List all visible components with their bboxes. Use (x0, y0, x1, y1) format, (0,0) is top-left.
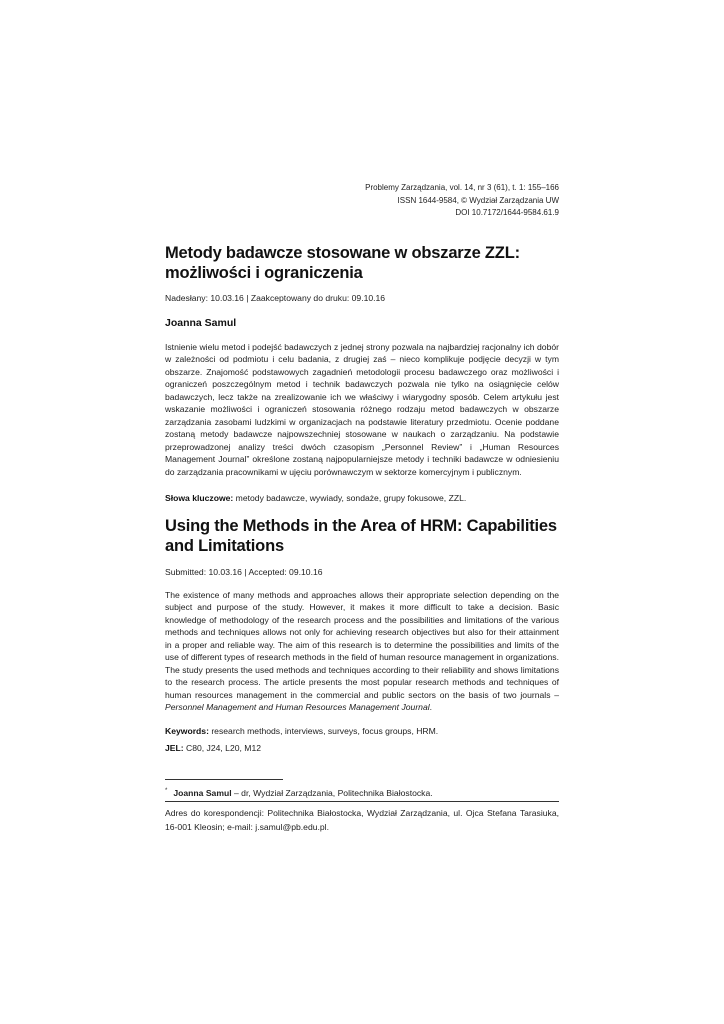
pl-title-line2: możliwości i ograniczenia (165, 263, 363, 282)
pl-abstract-text: Istnienie wielu metod i podejść badawczych z jednej strony pozwala na najbardziej racjonalny ich dobór w zależności od podmiotu i celu badania, z drugiej zaś – nieco komplikuje podjęcie decyzji w tym obszarze. Znajomość podstawowych zagadnień metodologii procesu badawczego oraz możliwości i ograniczeń poszczególnym metod i technik badawczych pozwala nie tylko na osiągnięcie celów badawczych, lecz także na zrealizowanie ich we właściwy i wiarygodny sposób. Celem artykułu jest wskazanie możliwości i ograniczeń stosowania różnego rodzaju metod badawczych w obszarze zarządzania zasobami ludzkimi w organizacjach na podstawie literatury przedmiotu. Ocenie poddane zostaną metody badawcze najpowszechniej stosowane w naukach o zarządzaniu. Na podstawie przeprowadzonej analizy treści dwóch czasopism „Personnel Review” i „Human Resources Management Journal” określone zostaną najpopularniejsze metody i techniki badawcze w odniesieniu do zarządzania pracownikami w ujęciu porównawczym w sektorze komercyjnym i publicznym. (165, 342, 559, 477)
en-dates: Submitted: 10.03.16 | Accepted: 09.10.16 (165, 567, 323, 577)
footnote-marker: * (165, 788, 168, 794)
journal-issn: ISSN 1644-9584, © Wydział Zarządzania UW (397, 195, 559, 205)
journal-citation: Problemy Zarządzania, vol. 14, nr 3 (61), t. 1: 155–166 (365, 183, 559, 192)
en-keywords-label: Keywords: (165, 726, 209, 736)
pl-keywords (165, 492, 559, 504)
author-name: Joanna Samul (165, 317, 237, 329)
jel-label: JEL: (165, 743, 184, 753)
pl-title-line1: Metody badawcze stosowane w obszarze ZZL: (165, 244, 520, 262)
pl-keywords-text: metody badawcze, wywiady, sondaże, grupy fokusowe, ZZL. (233, 493, 467, 503)
journal-doi: DOI 10.7172/1644-9584.61.9 (455, 208, 559, 217)
pl-dates: Nadesłany: 10.03.16 | Zaakceptowany do druku: 09.10.16 (165, 293, 386, 303)
jel-text: C80, J24, L20, M12 (183, 743, 262, 753)
en-abstract-body: The existence of many methods and approaches allows their appropriate selection depending on the subject and purpose of the study. However, it makes it more difficult to take a decision. Basic knowledge of methodology of the research process and the possibilities and limitations of the various methods and techniques allows not only for achieving research objectives but also for their attainment in a proper and reliable way. The aim of this research is to determine the possibilities and limits of the use of different types of research methods in the field of human resource management in organizations. The study presents the used methods and techniques according to their reliability and shows limitations to the research process. The article presents the most popular research methods and techniques of human resources management in the commercial and public sectors on the basis of two journals – (165, 590, 559, 700)
pl-title (165, 244, 559, 283)
correspondence-address: Adres do korespondencji: Politechnika Białostocka, Wydział Zarządzania, ul. Ojca Stefana Tarasiuka, 16-001 Kleosin; e-mail: j.samul@pb.edu.pl. (165, 808, 559, 832)
en-abstract-journals: Personnel Management and Human Resources Management Journal (165, 702, 430, 713)
footnote-author: Joanna Samul (173, 787, 232, 798)
footnote-affiliation: – dr, Wydział Zarządzania, Politechnika Białostocka. (231, 787, 433, 798)
en-keywords-text: research methods, interviews, surveys, focus groups, HRM. (208, 726, 439, 736)
en-abstract-text (165, 589, 559, 714)
journal-header (165, 182, 559, 220)
en-title-line1: Using the Methods in the Area of HRM: Capabilities (165, 517, 557, 535)
en-title-line2: and Limitations (165, 536, 284, 555)
pl-abstract (165, 341, 559, 478)
en-keywords (165, 725, 559, 737)
jel-codes (165, 742, 559, 754)
author-footnote (165, 785, 559, 799)
en-abstract (165, 589, 559, 714)
en-title (165, 517, 559, 556)
pl-keywords-label: Słowa kluczowe: (165, 493, 234, 503)
correspondence-divider (165, 801, 559, 802)
footnote-divider (165, 779, 283, 780)
en-abstract-end: . (429, 702, 433, 713)
